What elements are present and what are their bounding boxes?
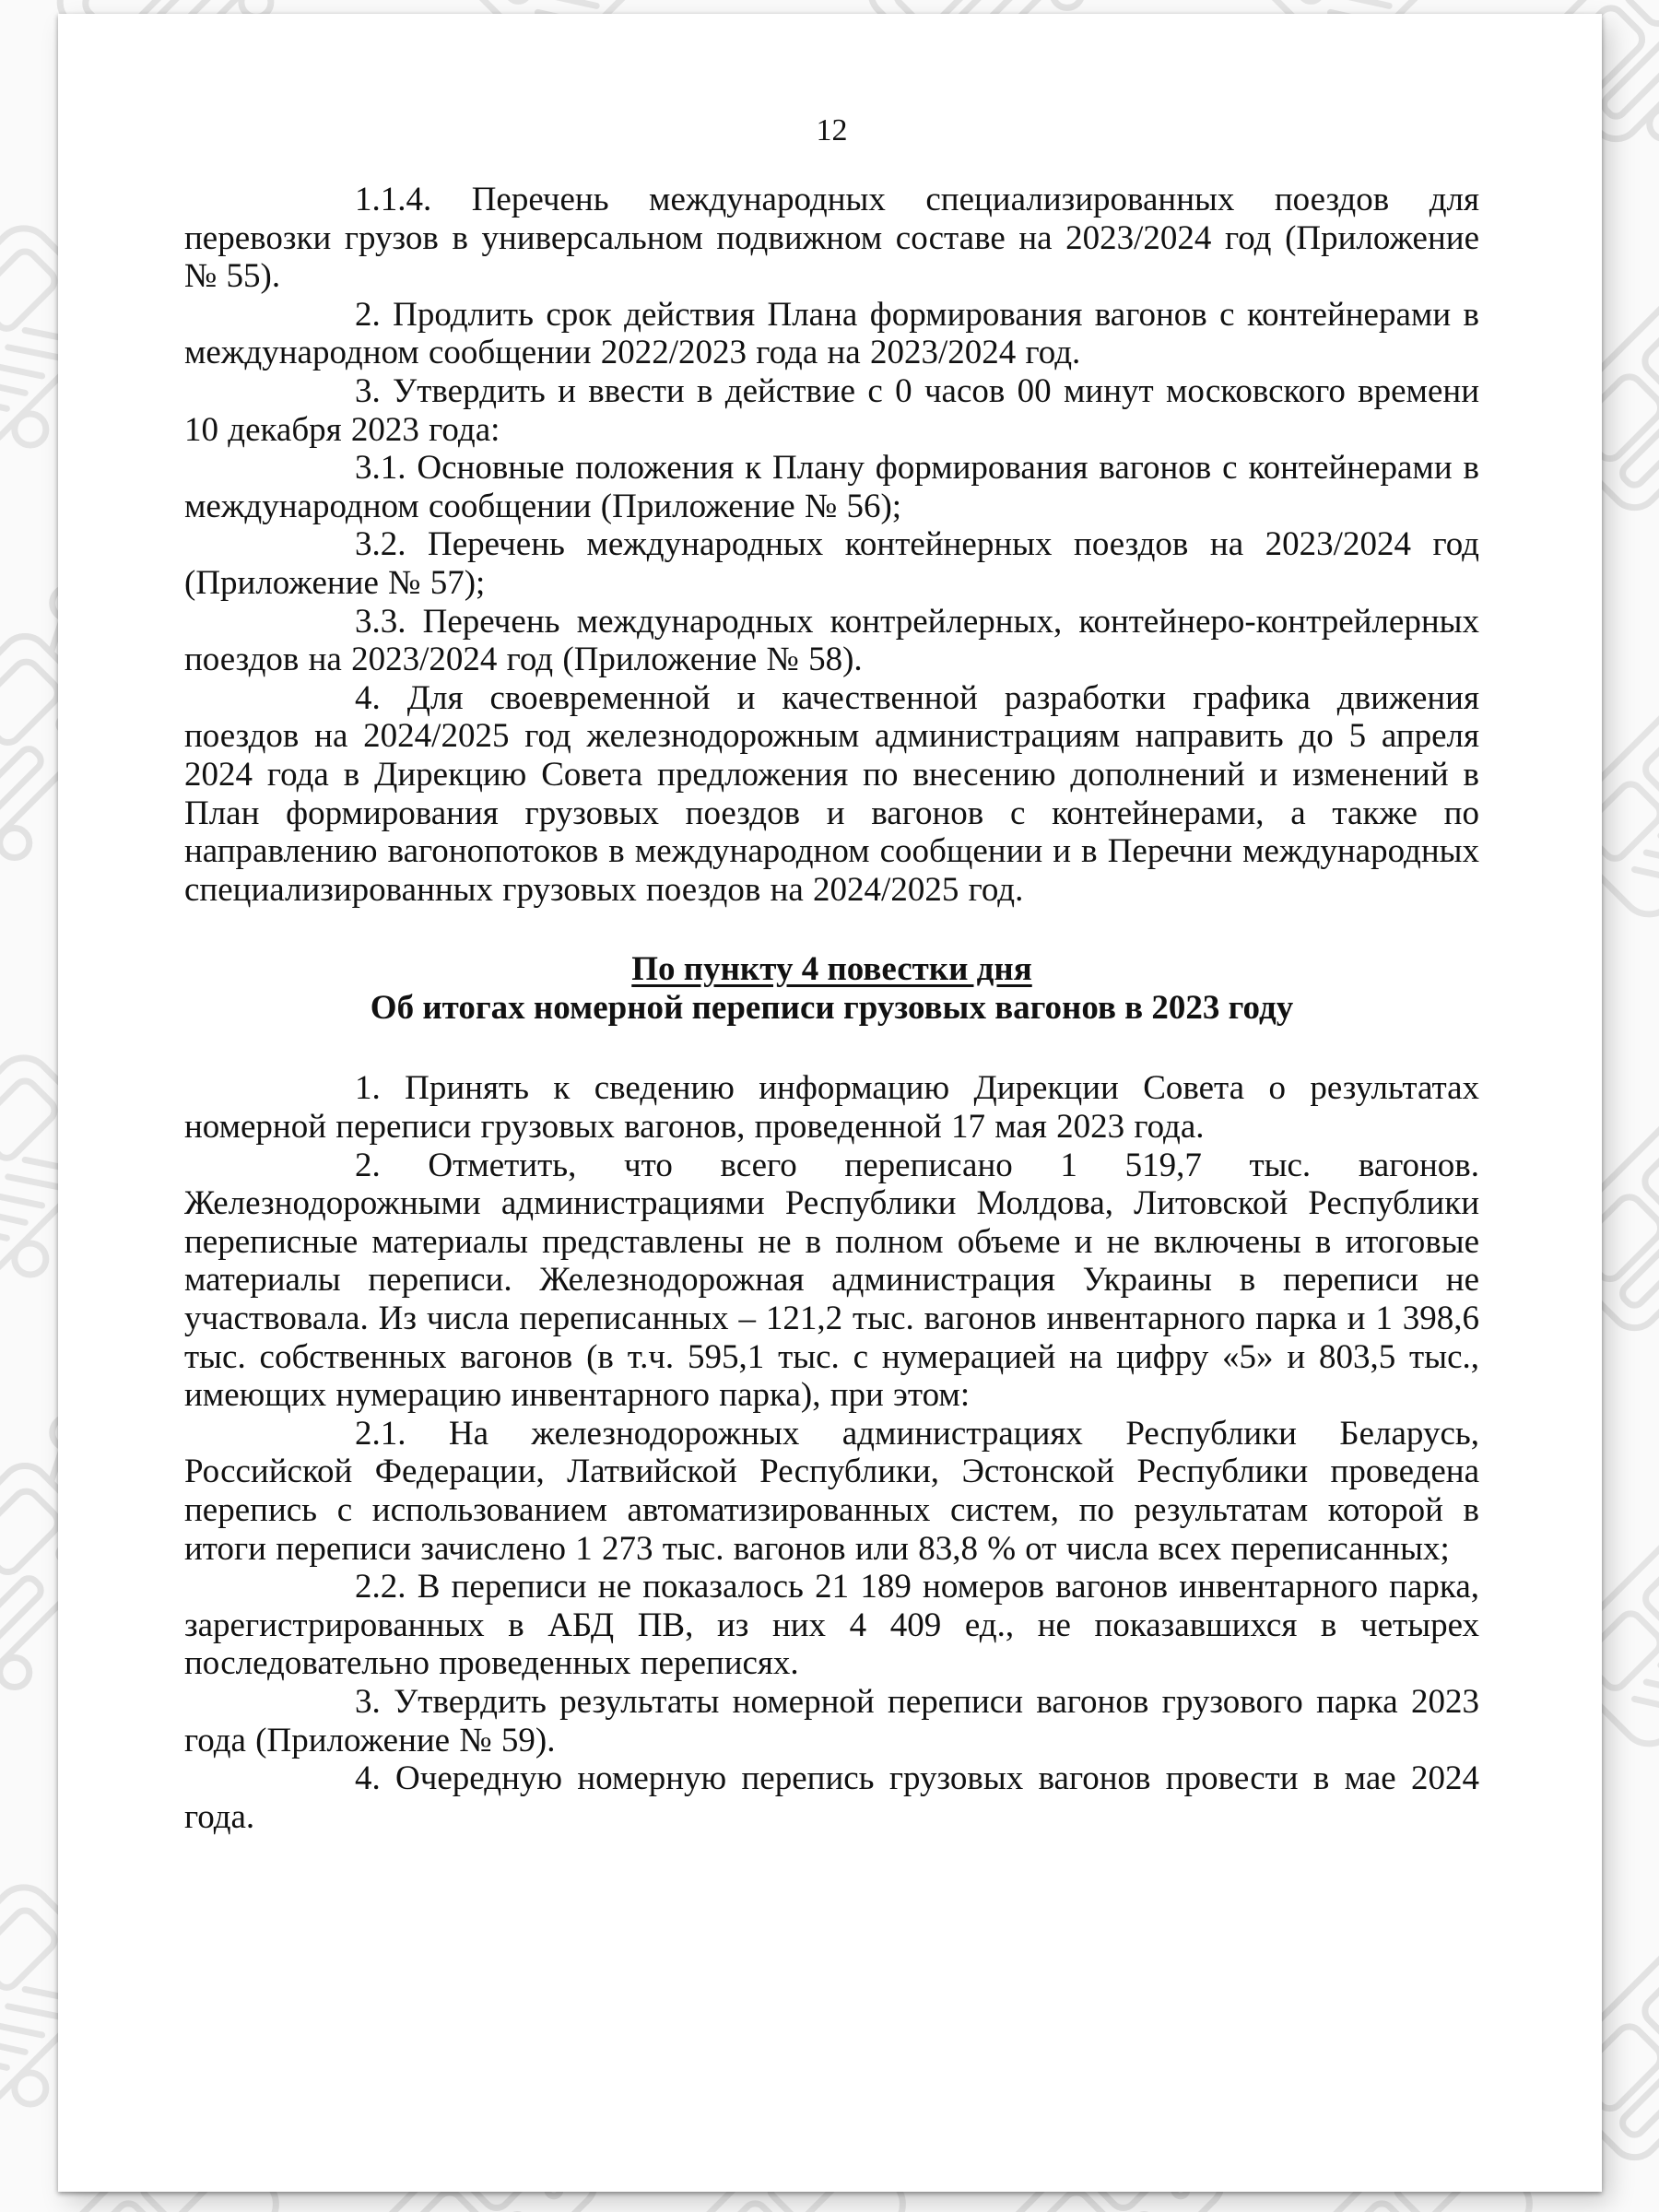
paragraph-3-3: 3.3. Перечень международных контрейлерных, контейнеро-контрейлерных поездов на 2023/2024 год (Приложение № 58). — [184, 602, 1479, 679]
paragraph-2-prolong: 2. Продлить срок действия Плана формирования вагонов с контейнерами в международном сообщении 2022/2023 года на 2023/2024 год. — [184, 295, 1479, 372]
paragraph-census-2: 2. Отметить, что всего переписано 1 519,7 тыс. вагонов. Железнодорожными администрациями Республики Молдова, Литовской Республики переписные материалы представлены не в полном объеме и не включены в итоговые материалы переписи. Железнодорожная администрация Украины в переписи не участвовала. Из числа переписанных – 121,2 тыс. вагонов инвентарного парка и 1 398,6 тыс. собственных вагонов (в т.ч. 595,1 тыс. с нумерацией на цифру «5» и 803,5 тыс., имеющих нумерацию инвентарного парка), при этом: — [184, 1146, 1479, 1415]
paragraph-3-2: 3.2. Перечень международных контейнерных поездов на 2023/2024 год (Приложение № 57); — [184, 525, 1479, 602]
page-number: 12 — [816, 113, 848, 147]
paragraph-census-2-2: 2.2. В переписи не показалось 21 189 номеров вагонов инвентарного парка, зарегистрированных в АБД ПВ, из них 4 409 ед., не показавшихся в четырех последовательно проведенных переписях. — [184, 1568, 1479, 1683]
agenda-item-4-heading — [184, 950, 1479, 1027]
document-page — [58, 14, 1602, 2192]
agenda-item-4-heading-line2: Об итогах номерной переписи грузовых вагонов в 2023 году — [370, 988, 1294, 1027]
paragraph-4-schedule: 4. Для своевременной и качественной разработки графика движения поездов на 2024/2025 год железнодорожным администрациям направить до 5 апреля 2024 года в Дирекцию Совета предложения по внесению дополнений и изменений в План формирования грузовых поездов и вагонов с контейнерами, а также по направлению вагонопотоков в международном сообщении и в Перечни международных специализированных грузовых поездов на 2024/2025 год. — [184, 678, 1479, 909]
paragraph-census-1: 1. Принять к сведению информацию Дирекции Совета о результатах номерной переписи грузовых вагонов, проведенной 17 мая 2023 года. — [184, 1069, 1479, 1147]
paragraph-3-approve: 3. Утвердить и ввести в действие с 0 часов 00 минут московского времени 10 декабря 2023 года: — [184, 371, 1479, 449]
paragraph-census-2-1: 2.1. На железнодорожных администрациях Республики Беларусь, Российской Федерации, Латвийской Республики, Эстонской Республики проведена перепись с использованием автоматизированных систем, по результатам которой в итоги переписи зачислено 1 273 тыс. вагонов или 83,8 % от числа всех переписанных; — [184, 1414, 1479, 1568]
paragraph-census-4: 4. Очередную номерную перепись грузовых вагонов провести в мае 2024 года. — [184, 1759, 1479, 1836]
paragraph-1-1-4: 1.1.4. Перечень международных специализированных поездов для перевозки грузов в универсальном подвижном составе на 2023/2024 год (Приложение № 55). — [184, 181, 1479, 296]
agenda-item-4-heading-line1: По пункту 4 повестки дня — [631, 950, 1032, 989]
paragraph-census-3: 3. Утвердить результаты номерной переписи вагонов грузового парка 2023 года (Приложение № 59). — [184, 1682, 1479, 1759]
paragraph-3-1: 3.1. Основные положения к Плану формирования вагонов с контейнерами в международном сообщении (Приложение № 56); — [184, 449, 1479, 525]
